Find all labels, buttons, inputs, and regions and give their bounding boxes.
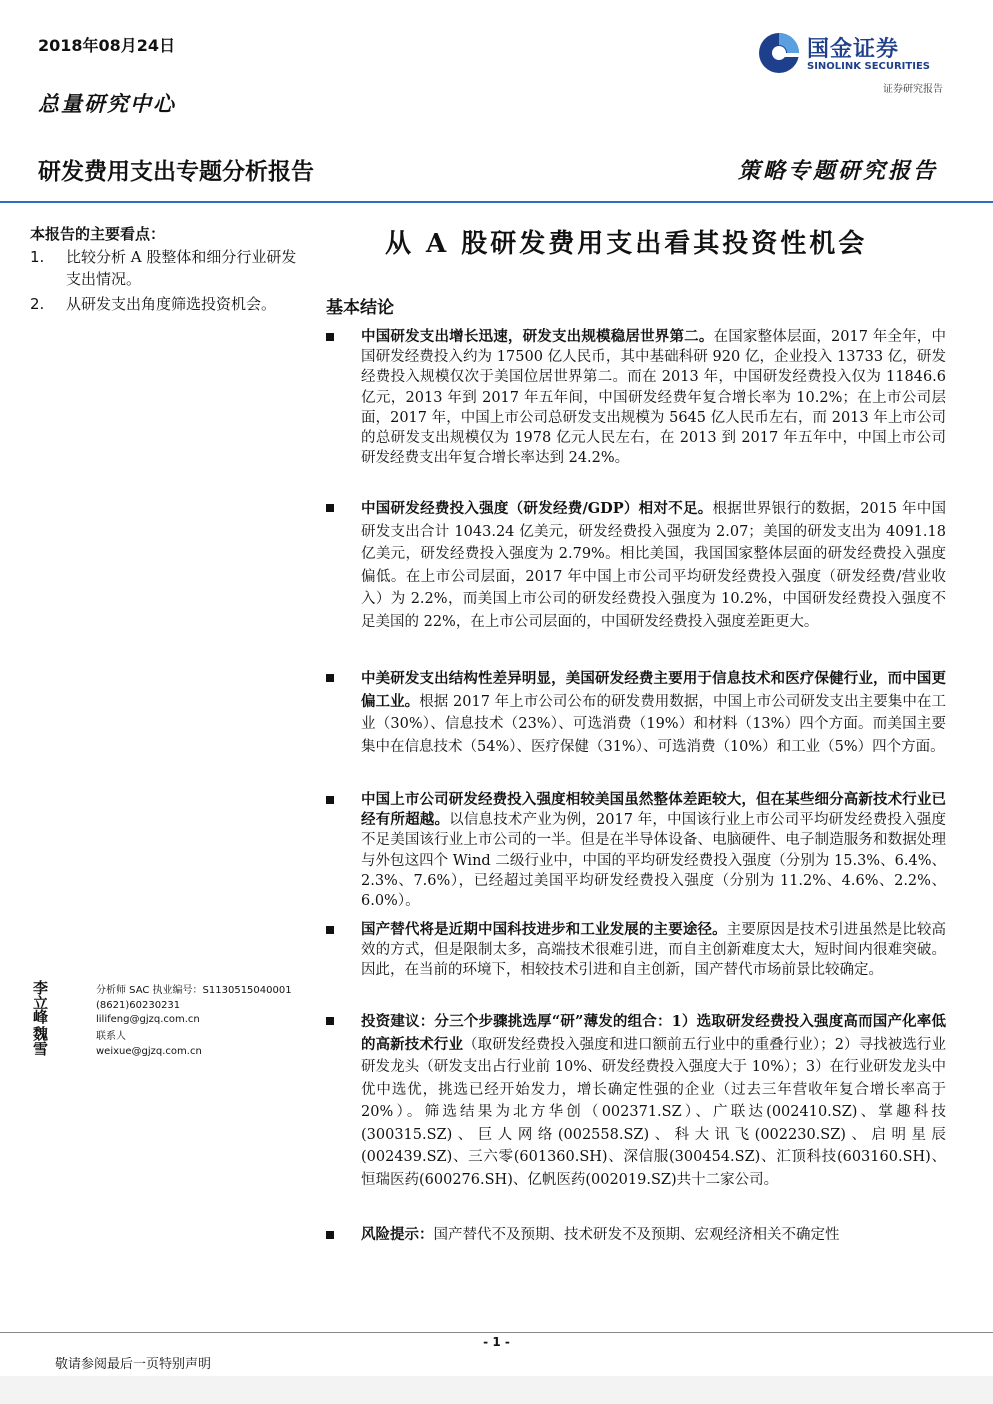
logo-english-name: SINOLINK SECURITIES xyxy=(807,61,930,72)
bullet-square-icon xyxy=(326,1231,334,1239)
bullet-lead: 国产替代将是近期中国科技进步和工业发展的主要途径。 xyxy=(361,921,727,938)
report-date: 2018年08月24日 xyxy=(38,36,176,55)
conclusion-bullet xyxy=(326,327,946,468)
logo-mark-icon xyxy=(757,30,801,76)
report-kind: 策略专题研究报告 xyxy=(737,158,938,184)
author-phone: (8621)60230231 xyxy=(96,999,181,1011)
conclusion-bullet xyxy=(326,920,946,981)
author-name: 李立峰 xyxy=(33,979,49,1026)
author-role: 联系人 xyxy=(96,1031,126,1042)
report-category: 证券研究报告 xyxy=(883,84,943,95)
conclusion-bullet xyxy=(326,498,946,633)
research-center: 总量研究中心 xyxy=(38,91,176,116)
bullet-text: 根据世界银行的数据，2015 年中国研发支出合计 1043.24 亿美元，研发经费投入强度为 2.07；美国的研发支出为 4091.18 亿美元，研发经费投入强度为 2.79%。相比美国，我国国家整体层面的研发经费投入强度偏低。在上市公司层面，2017 年中国上市公司平均研发经费投入强度（研发经费/营业收入）为 2.2%，而美国上市公司的研发经费投入强度为 10.2%，中国研发经费投入强度不足美国的 22%，在上市公司层面的，中国研发经费投入强度差距更大。 xyxy=(361,501,947,630)
page-number: - 1 - xyxy=(483,1335,510,1349)
company-logo xyxy=(757,30,947,76)
main-title: 从 A 股研发费用支出看其投资性机会 xyxy=(385,229,868,259)
bottom-bar xyxy=(0,1376,993,1404)
conclusion-bullet xyxy=(326,790,946,911)
bullet-square-icon xyxy=(326,1017,334,1025)
highlight-number: 1. xyxy=(30,248,45,266)
author-email[interactable]: weixue@gjzq.com.cn xyxy=(96,1045,202,1057)
conclusion-bullet xyxy=(326,1011,946,1191)
bullet-lead: 中美研发支出结构性差异明显，美国研发经费主要用于信息技术和医疗保健行业，而中国更偏工业。 xyxy=(361,670,946,710)
highlight-text: 比较分析 A 股整体和细分行业研发支出情况。 xyxy=(66,248,297,288)
conclusion-bullet xyxy=(326,668,946,758)
footer-divider xyxy=(0,1332,993,1333)
bullet-text: （取研发经费投入强度和进口额前五行业中的重叠行业）；2）寻找被选行业研发龙头（研发支出占行业前 10%、研发经费投入强度大于 10%）；3）在行业研发龙头中优中选优，挑选已经开始发力，增长确定性强的企业（过去三年营收年复合增长率高于 20%）。筛选结果为北方华创（002371.SZ）、广联达(002410.SZ)、掌趣科技(300315.SZ)、巨人网络(002558.SZ)、科大讯飞(002230.SZ)、启明星辰(002439.SZ)、三六零(601360.SH)、深信服(300454.SZ)、汇顶科技(603160.SH)、恒瑞医药(600276.SH)、亿帆医药(002019.SZ)共十二家公司。 xyxy=(361,1036,946,1188)
bullet-square-icon xyxy=(326,674,334,682)
conclusion-bullet xyxy=(326,1225,946,1245)
bullet-square-icon xyxy=(326,504,334,512)
bullet-square-icon xyxy=(326,333,334,341)
highlights-heading: 本报告的主要看点： xyxy=(30,225,166,243)
bullet-text: 国产替代不及预期、技术研发不及预期、宏观经济相关不确定性 xyxy=(433,1227,840,1243)
author-credential: 分析师 SAC 执业编号：S1130515040001 xyxy=(96,985,292,996)
bullet-square-icon xyxy=(326,796,334,804)
bullet-text: 在国家整体层面，2017 年全年，中国研发经费投入约为 17500 亿人民币，其中基础科研 920 亿，企业投入 13733 亿，研发经费投入规模仅次于美国位居世界第二。而在 2013 年，中国研发经费投入仅为 11846.6 亿元，2013 年到 2017 年五年间，中国研发经费年复合增长率为 10.2%；在上市公司层面，2017 年，中国上市公司总研发支出规模为 5645 亿人民币左右，而 2013 年上市公司的总研发支出规模仅为 1978 亿元人民左右，在 2013 到 2017 年五年中，中国上市公司研发经费支出年复合增长率达到 24.2%。 xyxy=(361,329,946,467)
logo-chinese-name: 国金证券 xyxy=(807,37,900,62)
author-email[interactable]: lilifeng@gjzq.com.cn xyxy=(96,1014,200,1025)
bullet-text: 以信息技术产业为例，2017 年，中国该行业上市公司平均研发经费投入强度不足美国该行业上市公司的一半。但是在半导体设备、电脑硬件、电子制造服务和数据处理与外包这四个 Wind 二级行业中，中国的平均研发经费投入强度（分别为 15.3%、6.4%、2.3%、7.6%），已经超过美国平均研发经费投入强度（分别为 11.2%、4.6%、2.2%、6.0%）。 xyxy=(361,812,947,910)
header-divider xyxy=(0,201,993,203)
bullet-square-icon xyxy=(326,926,334,934)
bullet-lead: 投资建议：分三个步骤挑选厚“研”薄发的组合：1）选取研发经费投入强度高而国产化率低的高新技术行业 xyxy=(361,1013,946,1053)
highlight-text: 从研发支出角度筛选投资机会。 xyxy=(66,295,277,313)
highlight-item xyxy=(30,246,300,290)
bullet-lead: 风险提示： xyxy=(361,1226,434,1243)
bullet-lead: 中国研发支出增长迅速，研发支出规模稳居世界第二。 xyxy=(361,328,714,345)
bullet-text: 根据 2017 年上市公司公布的研发费用数据，中国上市公司研发支出主要集中在工业（30%）、信息技术（23%）、可选消费（19%）和材料（13%）四个方面。而美国主要集中在信息技术（54%）、医疗保健（31%）、可选消费（10%）和工业（5%）四个方面。 xyxy=(361,693,946,755)
bullet-lead: 中国研发经费投入强度（研发经费/GDP）相对不足。 xyxy=(361,500,713,517)
footer-disclaimer: 敬请参阅最后一页特别声明 xyxy=(55,1357,212,1372)
bullet-lead: 中国上市公司研发经费投入强度相较美国虽然整体差距较大，但在某些细分高新技术行业已经有所超越。 xyxy=(361,791,946,829)
highlight-item xyxy=(30,293,300,315)
report-topic: 研发费用支出专题分析报告 xyxy=(38,159,314,185)
highlight-number: 2. xyxy=(30,295,45,313)
author-name: 魏雪 xyxy=(33,1025,49,1058)
section-title: 基本结论 xyxy=(326,298,394,318)
bullet-text: 主要原因是技术引进虽然是比较高效的方式，但是限制太多，高端技术很难引进，而自主创新难度太大，短时间内很难突破。因此，在当前的环境下，相较技术引进和自主创新，国产替代市场前景比较确定。 xyxy=(361,922,946,979)
